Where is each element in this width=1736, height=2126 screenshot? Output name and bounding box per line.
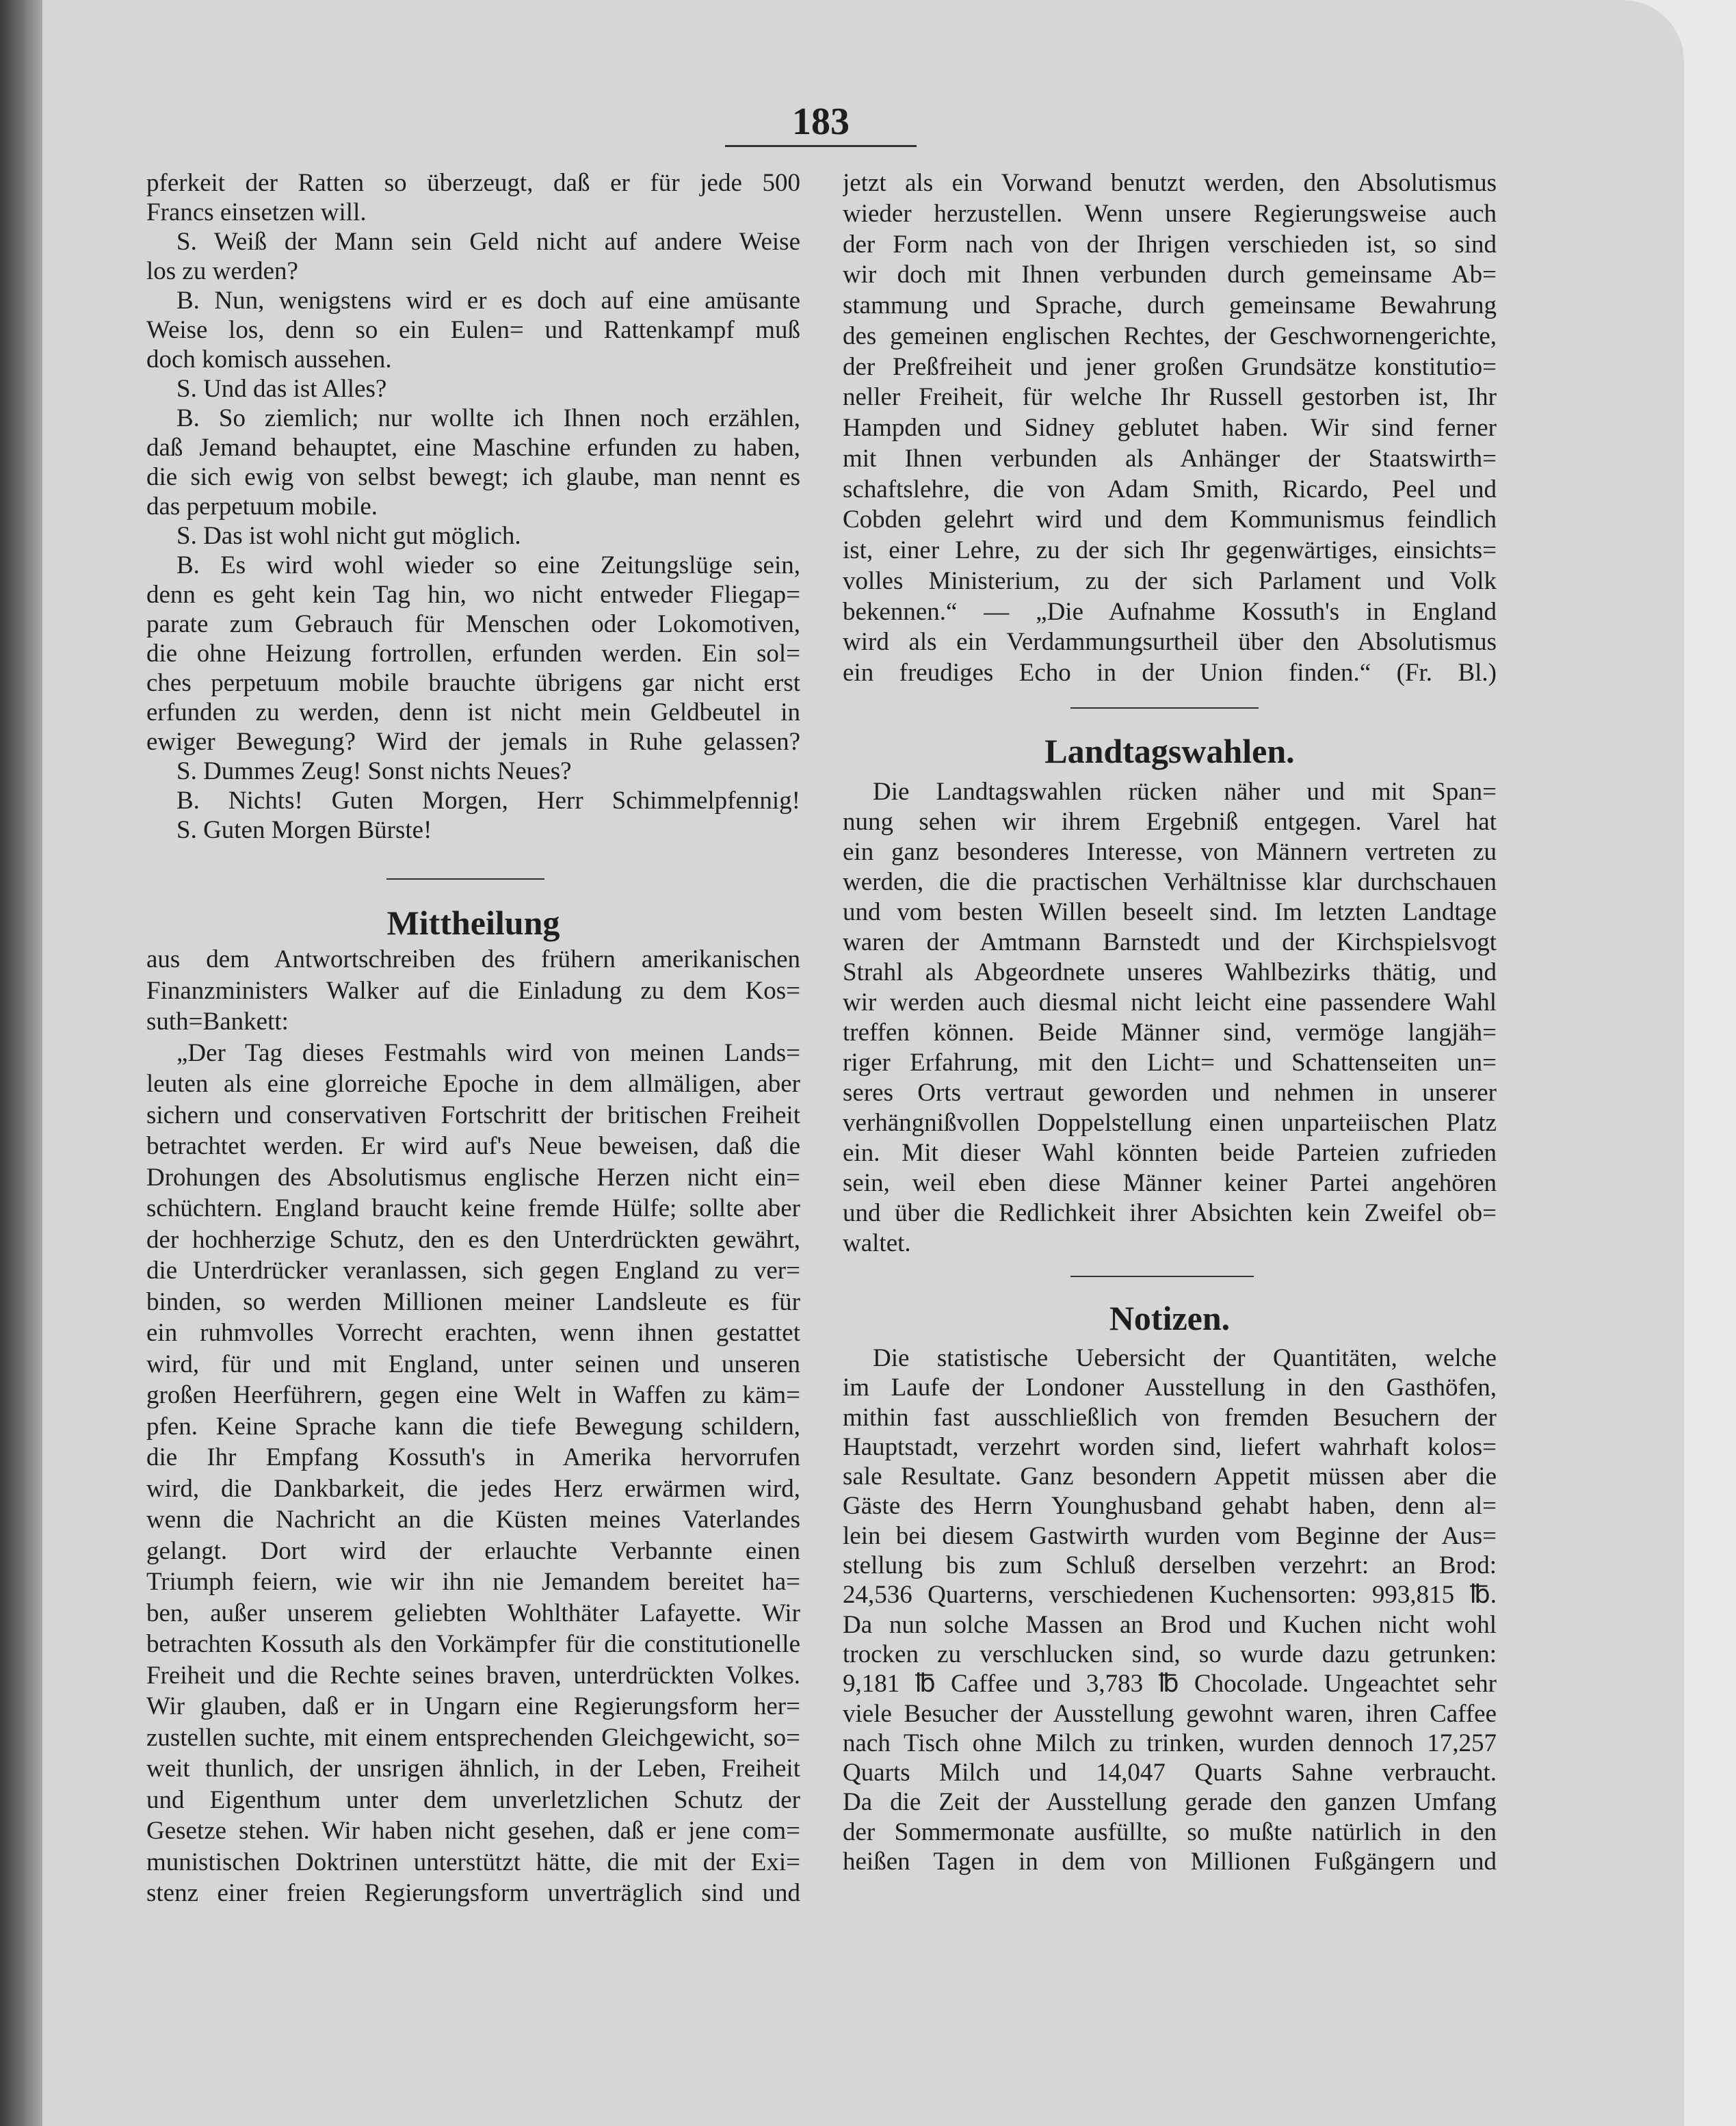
page-number: 183 xyxy=(792,101,850,143)
text-line: zustellen suchte, mit einem entsprechenden Gleichgewicht, so= xyxy=(146,1723,800,1752)
text-line: wenn die Nachricht an die Küsten meines Vaterlandes xyxy=(146,1506,800,1534)
text-line: pfen. Keine Sprache kann die tiefe Bewegung schildern, xyxy=(146,1412,800,1441)
text-line: wir werden auch diesmal nicht leicht eine passendere Wahl xyxy=(843,988,1497,1016)
text-line: B. Es wird wohl wieder so eine Zeitungslüge sein, xyxy=(176,551,800,579)
text-line: wir doch mit Ihnen verbunden durch gemeinsame Ab= xyxy=(843,261,1497,289)
left-column-dialogue xyxy=(146,168,800,845)
text-line: ein freudiges Echo in der Union finden.“ (Fr. Bl.) xyxy=(843,659,1497,687)
text-line: ein. Mit dieser Wahl könnten beide Parteien zufrieden xyxy=(843,1139,1497,1167)
header-rule xyxy=(725,145,917,147)
text-line: stammung und Sprache, durch gemeinsame Bewahrung xyxy=(843,291,1497,319)
text-line: und über die Redlichkeit ihrer Absichten kein Zweifel ob= xyxy=(843,1199,1497,1227)
text-line: daß Jemand behauptet, eine Maschine erfunden zu haben, xyxy=(146,434,800,462)
text-line: Triumph feiern, wie wir ihn nie Jemandem bereitet ha= xyxy=(146,1568,800,1596)
text-line: sichern und conservativen Fortschritt der britischen Freiheit xyxy=(146,1101,800,1129)
text-line: Strahl als Abgeordnete unseres Wahlbezirks thätig, und xyxy=(843,958,1497,986)
text-line: bekennen.“ — „Die Aufnahme Kossuth's in England xyxy=(843,597,1497,626)
text-line: Wir glauben, daß er in Ungarn eine Regierungsform her= xyxy=(146,1692,800,1720)
text-line: und vom besten Willen beseelt sind. Im letzten Landtage xyxy=(843,898,1497,926)
text-line: suth=Bankett: xyxy=(146,1008,289,1036)
text-line: die Unterdrücker veranlassen, sich gegen England zu ver= xyxy=(146,1257,800,1285)
text-line: ein ruhmvolles Vorrecht erachten, wenn ihnen gestattet xyxy=(146,1319,800,1347)
text-line: 24,536 Quarterns, verschiedenen Kuchensorten: 993,815 ℔. xyxy=(843,1581,1497,1610)
text-line: nach Tisch ohne Milch zu trinken, wurden dennoch 17,257 xyxy=(843,1729,1497,1757)
text-line: das perpetuum mobile. xyxy=(146,493,378,521)
text-line: S. Das ist wohl nicht gut möglich. xyxy=(176,522,521,550)
text-line: waltet. xyxy=(843,1229,911,1257)
text-line: B. Nichts! Guten Morgen, Herr Schimmelpfennig! xyxy=(176,787,800,815)
text-line: Drohungen des Absolutismus englische Herzen nicht ein= xyxy=(146,1163,800,1192)
text-line: und Eigenthum unter dem unverletzlichen Schutz der xyxy=(146,1785,800,1814)
text-line: los zu werden? xyxy=(146,257,298,285)
text-line: trocken zu verschlucken sind, so wurde dazu getrunken: xyxy=(843,1640,1497,1668)
text-line: S. Guten Morgen Bürste! xyxy=(176,816,432,844)
heading-mittheilung: Mittheilung xyxy=(386,904,560,942)
text-line: gelangt. Dort wird der erlauchte Verbannte einen xyxy=(146,1536,800,1565)
text-line: leuten als eine glorreiche Epoche in dem allmäligen, aber xyxy=(146,1070,800,1098)
text-line: ben, außer unserem geliebten Wohlthäter Lafayette. Wir xyxy=(146,1599,800,1627)
text-line: treffen können. Beide Männer sind, vermöge langjäh= xyxy=(843,1019,1497,1047)
heading-notizen: Notizen. xyxy=(1109,1299,1231,1337)
text-line: der Form nach von der Ihrigen verschieden ist, so sind xyxy=(843,230,1497,259)
text-line: waren der Amtmann Barnstedt und der Kirchspielsvogt xyxy=(843,928,1497,956)
text-line: viele Besucher der Ausstellung gewohnt waren, ihren Caffee xyxy=(843,1699,1497,1728)
text-line: Hampden und Sidney geblutet haben. Wir sind ferner xyxy=(843,414,1497,442)
text-line: „Der Tag dieses Festmahls wird von meinen Lands= xyxy=(176,1038,800,1067)
left-column-mittheilung xyxy=(146,944,800,1909)
text-line: schüchtern. England braucht keine fremde Hülfe; sollte aber xyxy=(146,1194,800,1222)
text-line: die ohne Heizung fortrollen, erfunden werden. Ein sol= xyxy=(146,640,800,668)
text-line: Finanzministers Walker auf die Einladung zu dem Kos= xyxy=(146,976,800,1005)
text-line: S. Dummes Zeug! Sonst nichts Neues? xyxy=(176,757,572,785)
text-line: Da nun solche Massen an Brod und Kuchen nicht wohl xyxy=(843,1610,1497,1639)
text-line: Die Landtagswahlen rücken näher und mit Span= xyxy=(873,778,1497,806)
text-line: der Sommermonate ausfüllte, so mußte natürlich in den xyxy=(843,1817,1497,1846)
text-line: Freiheit und die Rechte seines braven, unterdrückten Volkes. xyxy=(146,1661,800,1690)
text-line: ist, einer Lehre, zu der sich Ihr gegenwärtiges, einsichts= xyxy=(843,536,1497,564)
right-column-continuation xyxy=(843,168,1497,689)
text-line: ewiger Bewegung? Wird der jemals in Ruhe gelassen? xyxy=(146,728,800,756)
text-line: Gäste des Herrn Younghusband gehabt haben, denn al= xyxy=(843,1492,1497,1521)
text-line: binden, so werden Millionen meiner Landsleute es für xyxy=(146,1287,800,1316)
book-spine xyxy=(0,0,42,2126)
text-line: ein ganz besonderes Interesse, von Männern vertreten zu xyxy=(843,838,1497,866)
text-line: Francs einsetzen will. xyxy=(146,198,367,226)
text-line: B. So ziemlich; nur wollte ich Ihnen noch erzählen, xyxy=(176,404,800,432)
text-line: S. Weiß der Mann sein Geld nicht auf andere Weise xyxy=(176,228,800,256)
text-line: 9,181 ℔ Caffee und 3,783 ℔ Chocolade. Ungeachtet sehr xyxy=(843,1670,1497,1698)
text-line: Quarts Milch und 14,047 Quarts Sahne verbraucht. xyxy=(843,1759,1497,1787)
section-divider xyxy=(386,878,544,880)
text-line: wird, die Dankbarkeit, die jedes Herz erwärmen wird, xyxy=(146,1474,800,1503)
text-line: wieder herzustellen. Wenn unsere Regierungsweise auch xyxy=(843,199,1497,228)
text-line: wird als ein Verdammungsurtheil über den Absolutismus xyxy=(843,628,1497,657)
text-line: schaftslehre, die von Adam Smith, Ricardo, Peel und xyxy=(843,475,1497,503)
text-line: die Ihr Empfang Kossuth's in Amerika hervorrufen xyxy=(146,1443,800,1471)
section-divider xyxy=(1070,1276,1254,1277)
text-line: parate zum Gebrauch für Menschen oder Lokomotiven, xyxy=(146,610,800,638)
text-line: sein, weil eben diese Männer keiner Partei angehören xyxy=(843,1169,1497,1197)
text-line: neller Freiheit, für welche Ihr Russell gestorben ist, Ihr xyxy=(843,383,1497,412)
text-line: jetzt als ein Vorwand benutzt werden, den Absolutismus xyxy=(843,169,1497,197)
text-line: volles Ministerium, zu der sich Parlament und Volk xyxy=(843,566,1497,595)
text-line: der hochherzige Schutz, den es den Unterdrückten gewährt, xyxy=(146,1225,800,1254)
text-line: großen Heerführern, gegen eine Welt in Waffen zu käm= xyxy=(146,1381,800,1409)
text-line: weit thunlich, der unsrigen ähnlich, in der Leben, Freiheit xyxy=(146,1755,800,1783)
text-line: nung sehen wir ihrem Ergebniß entgegen. Varel hat xyxy=(843,808,1497,836)
text-line: Cobden gelehrt wird und dem Kommunismus feindlich xyxy=(843,506,1497,534)
heading-landtagswahlen: Landtagswahlen. xyxy=(1044,732,1295,770)
text-line: die sich ewig von selbst bewegt; ich glaube, man nennt es xyxy=(146,463,800,491)
text-line: Hauptstadt, verzehrt worden sind, liefert wahrhaft kolos= xyxy=(843,1432,1497,1461)
text-line: stenz einer freien Regierungsform unverträglich sind und xyxy=(146,1879,800,1907)
text-line: im Laufe der Londoner Ausstellung in den Gasthöfen, xyxy=(843,1374,1497,1402)
text-line: erfunden zu werden, denn ist nicht mein Geldbeutel in xyxy=(146,698,800,726)
text-line: werden, die die practischen Verhältnisse klar durchschauen xyxy=(843,868,1497,896)
text-line: mit Ihnen verbunden als Anhänger der Staatswirth= xyxy=(843,444,1497,473)
text-line: betrachten Kossuth als den Vorkämpfer für die constitutionelle xyxy=(146,1630,800,1658)
text-line: betrachtet werden. Er wird auf's Neue beweisen, daß die xyxy=(146,1132,800,1160)
text-line: ches perpetuum mobile brauchte übrigens gar nicht erst xyxy=(146,669,800,697)
text-line: Gesetze stehen. Wir haben nicht gesehen, daß er jene com= xyxy=(146,1817,800,1845)
text-line: verhängnißvollen Doppelstellung einen unparteiischen Platz xyxy=(843,1109,1497,1137)
text-line: munistischen Doktrinen unterstützt hätte, die mit der Exi= xyxy=(146,1848,800,1876)
text-line: des gemeinen englischen Rechtes, der Geschwornengerichte, xyxy=(843,321,1497,350)
text-line: S. Und das ist Alles? xyxy=(176,375,387,403)
text-line: stellung bis zum Schluß derselben verzehrt: an Brod: xyxy=(843,1551,1497,1580)
text-line: heißen Tagen in dem von Millionen Fußgängern und xyxy=(843,1848,1497,1876)
text-line: Weise los, denn so ein Eulen= und Rattenkampf muß xyxy=(146,316,800,344)
text-line: der Preßfreiheit und jener großen Grundsätze konstitutio= xyxy=(843,352,1497,381)
text-line: riger Erfahrung, mit den Licht= und Schattenseiten un= xyxy=(843,1049,1497,1077)
right-column-landtagswahlen xyxy=(843,777,1497,1259)
text-line: doch komisch aussehen. xyxy=(146,345,392,373)
text-line: sale Resultate. Ganz besondern Appetit müssen aber die xyxy=(843,1462,1497,1491)
section-divider xyxy=(1070,707,1259,709)
text-line: denn es geht kein Tag hin, wo nicht entweder Fliegap= xyxy=(146,581,800,609)
text-line: Die statistische Uebersicht der Quantitäten, welche xyxy=(873,1344,1497,1372)
text-line: lein bei diesem Gastwirth wurden vom Beginne der Aus= xyxy=(843,1521,1497,1550)
text-line: mithin fast ausschließlich von fremden Besuchern der xyxy=(843,1403,1497,1432)
right-column-notizen xyxy=(843,1343,1497,1876)
text-line: B. Nun, wenigstens wird er es doch auf eine amüsante xyxy=(176,287,800,315)
text-line: seres Orts vertraut geworden und nehmen in unserer xyxy=(843,1079,1497,1107)
text-line: wird, für und mit England, unter seinen und unseren xyxy=(146,1350,800,1378)
text-line: Da die Zeit der Ausstellung gerade den ganzen Umfang xyxy=(843,1788,1497,1817)
text-line: aus dem Antwortschreiben des frühern amerikanischen xyxy=(146,945,800,973)
text-line: pferkeit der Ratten so überzeugt, daß er für jede 500 xyxy=(146,169,800,197)
